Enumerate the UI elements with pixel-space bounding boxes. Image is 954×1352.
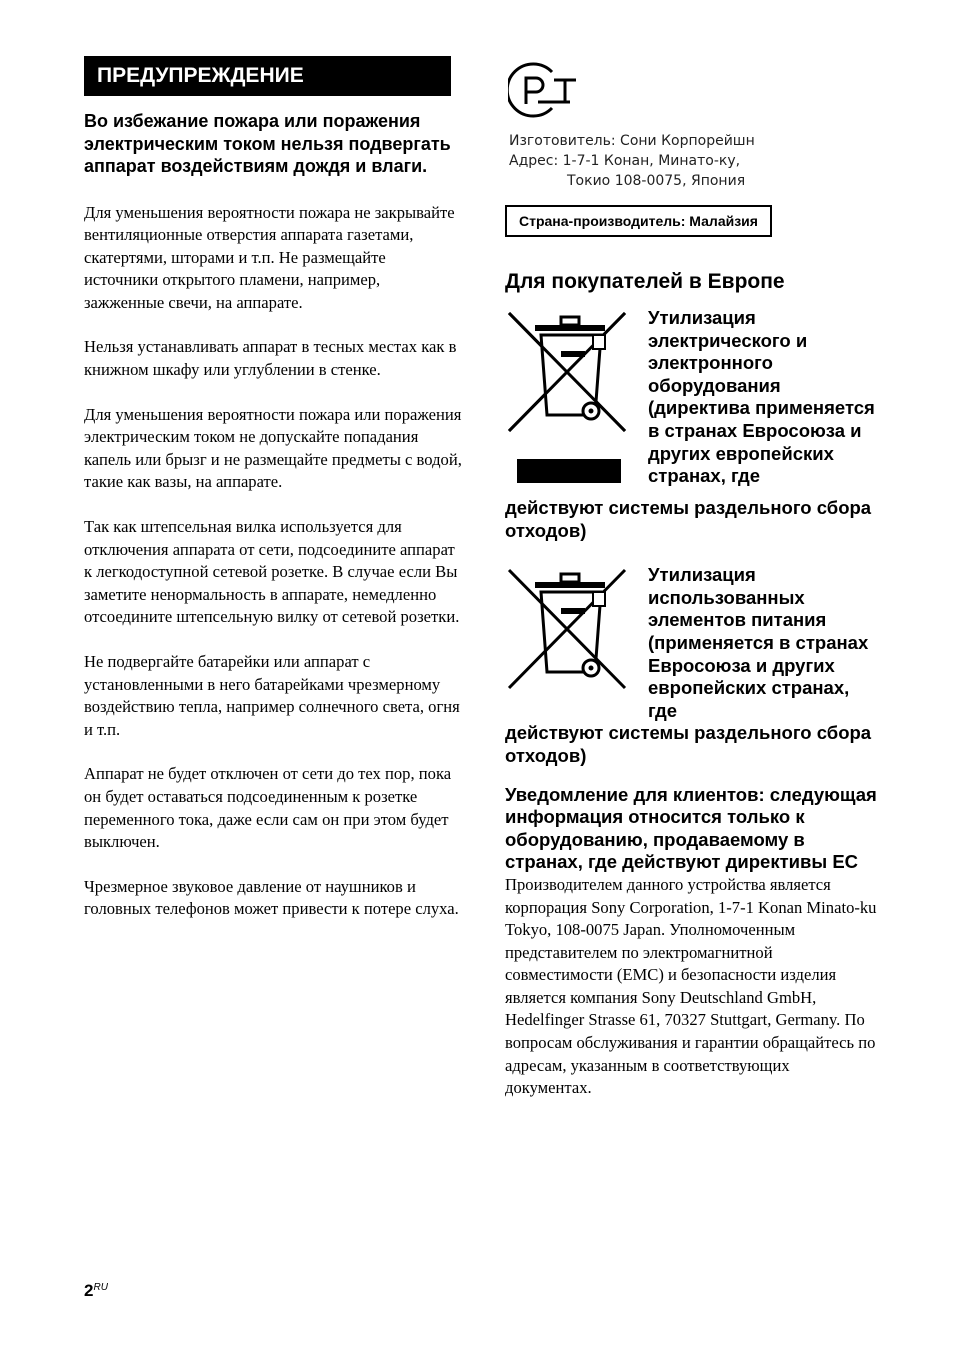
weee-disposal-heading-tail: действуют системы раздельного сбора отходов)	[505, 497, 872, 541]
page-number-value: 2	[84, 1281, 94, 1300]
address-line: Адрес: 1-7-1 Конан, Минато-ку,	[509, 153, 741, 169]
warning-paragraph: Нельзя устанавливать аппарат в тесных местах как в книжном шкафу или углублении в стенке.	[84, 337, 457, 380]
warning-paragraph: Не подвергайте батарейки или аппарат с установленными в него батарейками чрезмерному воздействию тепла, например солнечного света, огня и т.п.	[84, 652, 460, 739]
warning-paragraph: Так как штепсельная вилка используется для отключения аппарата от сети, подсоедините аппарат к легкодоступной сетевой розетке. В случае если Вы заметите ненормальность в аппарате, немедленно отсоедините штепсельную вилку от сетевой розетки.	[84, 517, 460, 627]
manufacturer-info	[509, 131, 877, 191]
europe-heading: Для покупателей в Европе	[505, 270, 785, 293]
page-number	[84, 1281, 108, 1301]
crossed-out-bin-icon	[505, 307, 645, 497]
warning-paragraph: Чрезмерное звуковое давление от наушников и головных телефонов может привести к потере слуха.	[84, 876, 459, 919]
bold-warning-text: Во избежание пожара или поражения электрическим током нельзя подвергать аппарат воздействиям дождя и влаги.	[84, 111, 451, 176]
battery-disposal-block	[505, 564, 877, 767]
warning-banner: ПРЕДУПРЕЖДЕНИЕ	[84, 56, 451, 96]
page-language-code: RU	[93, 1282, 108, 1293]
rst-certification-logo	[508, 58, 578, 122]
crossed-out-bin-icon	[505, 564, 645, 710]
warning-paragraph: Для уменьшения вероятности пожара не закрывайте вентиляционные отверстия аппарата газетами, скатертями, шторами и т.п. Не размещайте источники открытого пламени, например, зажженные свечи, на аппарате.	[84, 202, 455, 312]
eu-notice-body: Производителем данного устройства является корпорация Sony Corporation, 1-7-1 Konan Minato-ku Tokyo, 108-0075 Japan. Уполномоченным представителем по электромагнитной совместимости (EMC) и безопасности изделия является компания Sony Deutschland GmbH, Hedelfinger Strasse 61, 70327 Stuttgart, Germany. По вопросам обслуживания и гарантии обращайтесь по адресам, указанным в соответствующих документах.	[505, 874, 877, 1098]
left-column	[84, 56, 464, 921]
weee-disposal-heading: Утилизация электрического и электронного оборудования (директива применяется в странах Евросоюза и других европейских странах, где	[648, 307, 875, 487]
battery-disposal-heading-tail: действуют системы раздельного сбора отходов)	[505, 722, 872, 766]
eu-notice-heading: Уведомление для клиентов: следующая информация относится только к оборудованию, продаваемому в странах, где действуют директивы ЕС	[505, 783, 877, 873]
right-column	[505, 56, 877, 1100]
warning-paragraph: Аппарат не будет отключен от сети до тех пор, пока он будет оставаться подсоединенным к розетке переменного тока, даже если сам он при этом будет выключен.	[84, 764, 452, 852]
address-line: Токио 108-0075, Япония	[567, 173, 746, 189]
manufacturer-line: Изготовитель: Сони Корпорейшн	[509, 133, 755, 149]
battery-disposal-heading: Утилизация использованных элементов питания (применяется в странах Евросоюза и других европейских странах, где	[648, 564, 869, 721]
warning-paragraph: Для уменьшения вероятности пожара или поражения электрическим током не допускайте попадания капель или брызг и не размещайте предметы с водой, такие как вазы, на аппарате.	[84, 404, 462, 492]
country-of-origin-box: Страна-производитель: Малайзия	[505, 205, 772, 237]
weee-disposal-block	[505, 307, 877, 542]
